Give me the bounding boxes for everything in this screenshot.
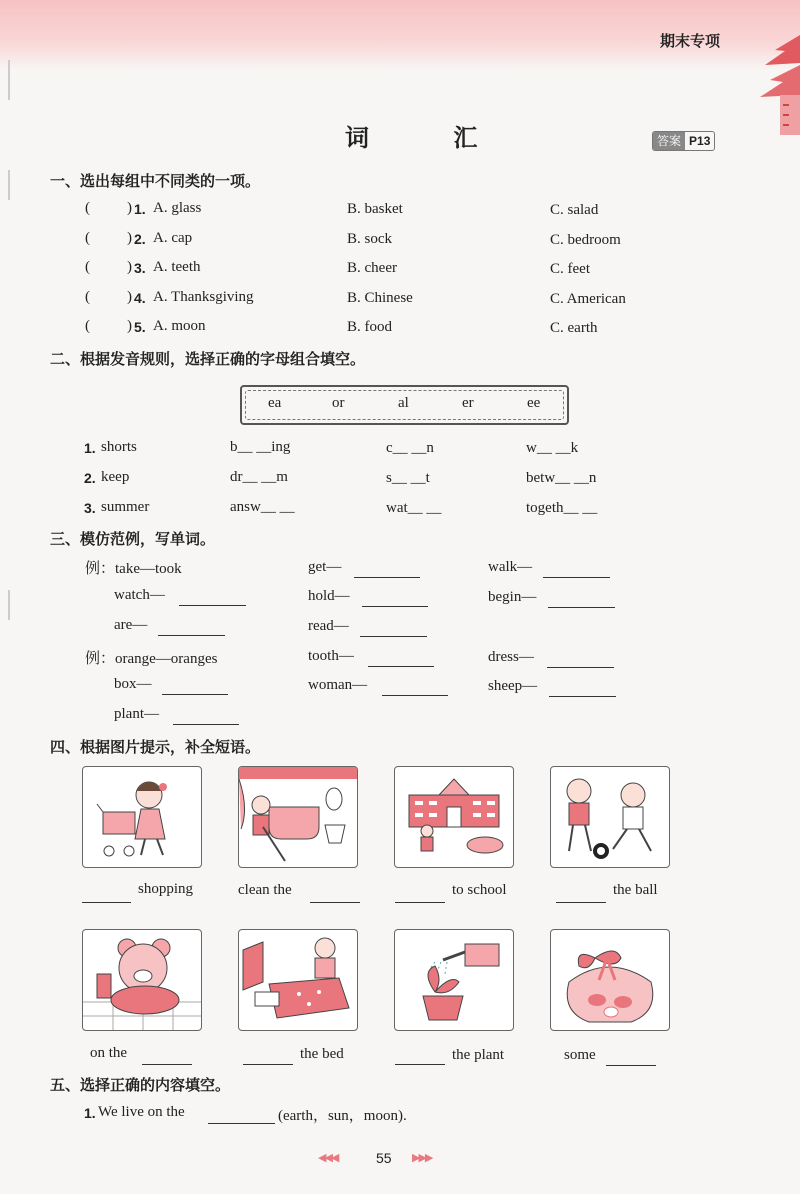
s2-num: 2. (84, 470, 96, 486)
s3-word-plant: plant— (114, 706, 159, 722)
phrase-on-the: on the (90, 1045, 128, 1061)
answer-blank[interactable] (162, 693, 228, 695)
answer-blank[interactable] (142, 1063, 192, 1065)
letter-option: ea (268, 395, 282, 411)
s3-word-woman: woman— (308, 677, 368, 693)
answer-blank[interactable] (547, 666, 614, 668)
s2-fill-word: dr__ __m (230, 469, 288, 485)
phrase-shopping: shopping (138, 881, 194, 897)
s1-option-c: C. American (550, 291, 626, 307)
phrase-to-school: to school (452, 882, 507, 898)
s2-fill-word: w__ __k (526, 440, 579, 456)
s1-option-c: C. salad (550, 202, 599, 218)
answer-blank[interactable] (173, 723, 239, 725)
section5-title: 五、选择正确的内容填空。 (50, 1076, 231, 1094)
s2-num: 1. (84, 440, 96, 456)
s1-option-b: B. sock (347, 231, 392, 247)
s2-fill-word: b__ __ing (230, 439, 291, 455)
s1-option-b: B. food (347, 319, 392, 335)
section2-title: 二、根据发音规则，选择正确的字母组合填空。 (50, 350, 366, 368)
s1-paren-open: ( (85, 259, 90, 275)
s2-example-word: shorts (101, 439, 137, 455)
s1-option-b: B. cheer (347, 260, 397, 276)
answer-blank[interactable] (82, 901, 131, 903)
picture-teddy-bear (82, 929, 202, 1031)
s3-word-walk: walk— (488, 559, 533, 575)
s1-num: 5. (134, 319, 146, 335)
answer-blank[interactable] (606, 1064, 656, 1066)
pagoda-icon (755, 25, 800, 135)
s1-num: 1. (134, 201, 146, 217)
s5-num: 1. (84, 1105, 96, 1121)
s1-option-b: B. basket (347, 201, 403, 217)
section1-title: 一、选出每组中不同类的一项。 (50, 172, 261, 190)
s1-option-b: B. Chinese (347, 290, 413, 306)
s3-example-1: 例：take—took (85, 561, 182, 577)
letter-option: ee (527, 395, 541, 411)
picture-school (394, 766, 514, 868)
letter-option: al (398, 395, 409, 411)
answer-blank[interactable] (360, 635, 427, 637)
s3-word-read: read— (308, 618, 349, 634)
answer-blank[interactable] (395, 1063, 445, 1065)
s1-paren-open: ( (85, 230, 90, 246)
s3-word-dress: dress— (488, 649, 534, 665)
s2-fill-word: wat__ __ (386, 500, 442, 516)
picture-candy (550, 929, 670, 1031)
s1-option-c: C. feet (550, 261, 590, 277)
answer-blank[interactable] (368, 665, 434, 667)
answer-blank[interactable] (556, 901, 606, 903)
right-arrows-icon: ▶▶▶ (412, 1152, 432, 1164)
s2-fill-word: s__ __t (386, 470, 430, 486)
s3-word-hold: hold— (308, 588, 350, 604)
margin-mark (8, 170, 10, 200)
s1-paren-open: ( (85, 200, 90, 216)
s1-paren-close: ) (127, 200, 132, 216)
page-title: 词 汇 (345, 124, 516, 152)
header-label: 期末专项 (660, 33, 721, 50)
s1-num: 4. (134, 290, 146, 306)
s2-fill-word: c__ __n (386, 440, 434, 456)
s3-word-get: get— (308, 559, 342, 575)
s3-word-begin: begin— (488, 589, 537, 605)
picture-make-bed (238, 929, 358, 1031)
s1-paren-close: ) (127, 259, 132, 275)
answer-page: P13 (689, 134, 711, 148)
page-number: 55 (376, 1150, 392, 1166)
s3-word-box: box— (114, 676, 152, 692)
phrase-the-ball: the ball (613, 882, 658, 898)
s1-paren-close: ) (127, 230, 132, 246)
s1-option-c: C. earth (550, 320, 598, 336)
answer-blank[interactable] (158, 634, 225, 636)
s2-num: 3. (84, 500, 96, 516)
phrase-clean-the: clean the (238, 882, 292, 898)
s3-word-are: are— (114, 617, 148, 633)
answer-blank[interactable] (208, 1122, 275, 1124)
s1-num: 2. (134, 231, 146, 247)
s2-fill-word: answ__ __ (230, 499, 295, 515)
s3-word-watch: watch— (114, 587, 165, 603)
section3-title: 三、模仿范例，写单词。 (50, 530, 216, 548)
s1-paren-close: ) (127, 289, 132, 305)
answer-blank[interactable] (362, 605, 428, 607)
s3-word-sheep: sheep— (488, 678, 538, 694)
margin-mark (8, 60, 10, 100)
phrase-some: some (564, 1047, 596, 1063)
s1-option-a: A. Thanksgiving (153, 289, 254, 305)
picture-water-plant (394, 929, 514, 1031)
s1-option-a: A. cap (153, 230, 193, 246)
section4-title: 四、根据图片提示，补全短语。 (50, 738, 261, 756)
answer-blank[interactable] (395, 901, 445, 903)
s1-option-a: A. moon (153, 318, 206, 334)
s1-option-c: C. bedroom (550, 232, 621, 248)
answer-label: 答案 (653, 132, 685, 150)
letter-option: er (462, 395, 474, 411)
s1-option-a: A. glass (153, 200, 202, 216)
answer-blank[interactable] (382, 694, 448, 696)
answer-blank[interactable] (354, 576, 420, 578)
s2-example-word: keep (101, 469, 130, 485)
s2-example-word: summer (101, 499, 150, 515)
answer-blank[interactable] (243, 1063, 293, 1065)
s1-num: 3. (134, 260, 146, 276)
s5-question-options: (earth，sun，moon). (278, 1108, 407, 1124)
picture-clean-bathroom (238, 766, 358, 868)
phrase-the-plant: the plant (452, 1047, 505, 1063)
picture-shopping (82, 766, 202, 868)
answer-tag (652, 131, 715, 151)
s1-paren-close: ) (127, 318, 132, 334)
letter-option: or (332, 395, 345, 411)
s3-word-tooth: tooth— (308, 648, 354, 664)
answer-blank[interactable] (310, 901, 360, 903)
s1-paren-open: ( (85, 289, 90, 305)
s2-fill-word: betw__ __n (526, 470, 597, 486)
margin-mark (8, 590, 10, 620)
left-arrows-icon: ◀◀◀ (318, 1152, 338, 1164)
answer-blank[interactable] (543, 576, 610, 578)
s2-fill-word: togeth__ __ (526, 500, 598, 516)
answer-blank[interactable] (548, 606, 615, 608)
s5-question-text: We live on the (98, 1104, 185, 1120)
s1-option-a: A. teeth (153, 259, 201, 275)
answer-blank[interactable] (549, 695, 616, 697)
phrase-the-bed: the bed (300, 1046, 344, 1062)
answer-blank[interactable] (179, 604, 246, 606)
s3-example-2: 例：orange—oranges (85, 651, 218, 667)
picture-ball (550, 766, 670, 868)
s1-paren-open: ( (85, 318, 90, 334)
